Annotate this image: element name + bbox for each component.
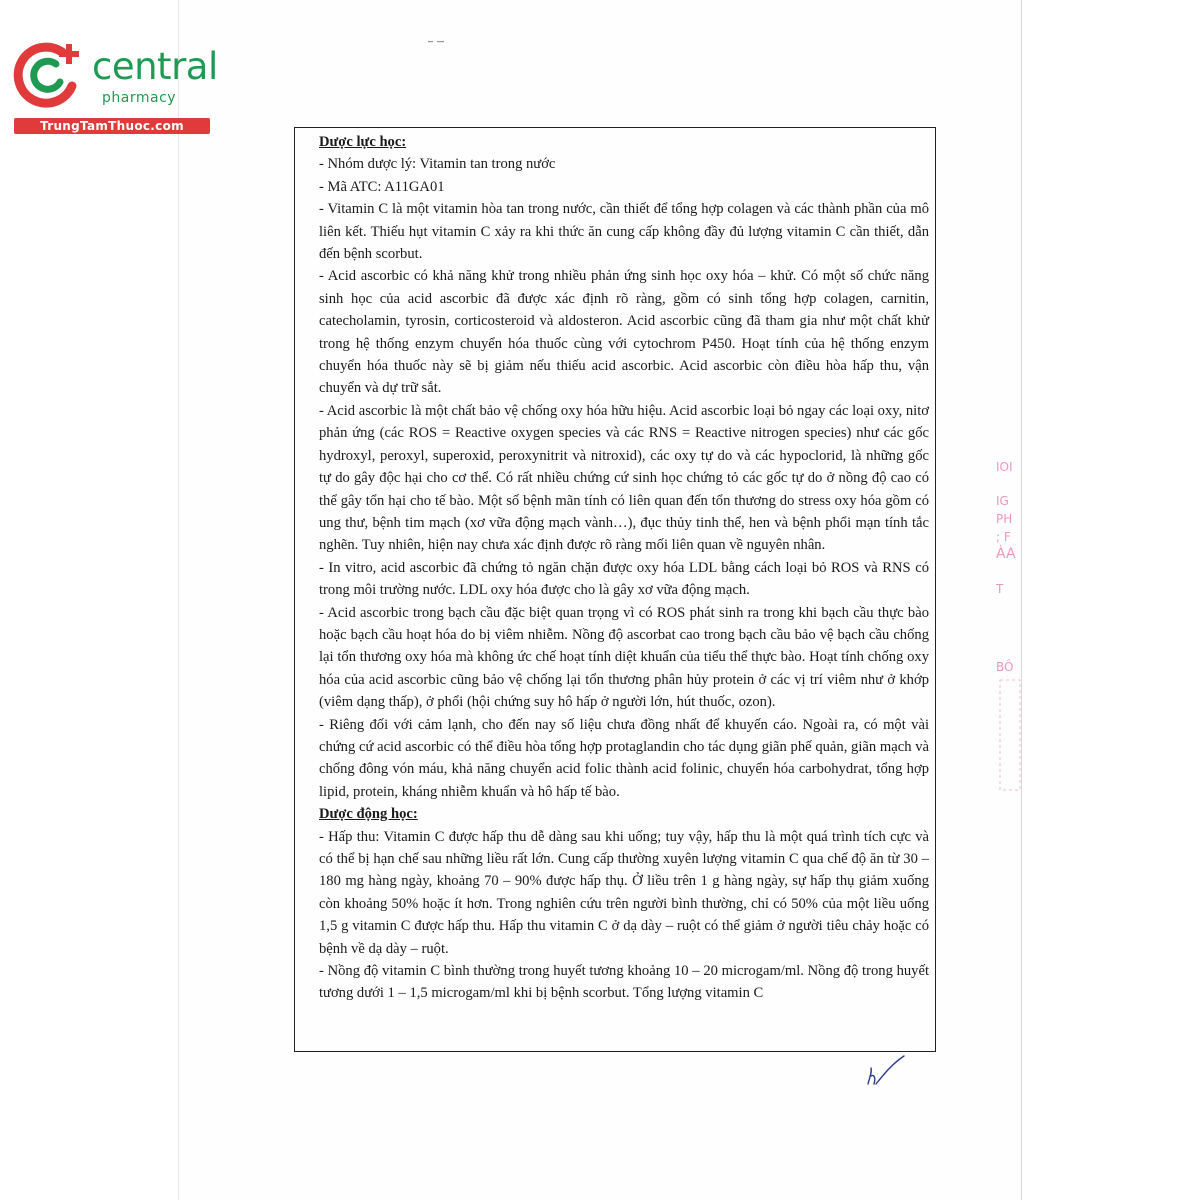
logo-brand-text: central <box>92 45 218 88</box>
logo-site-banner: TrungTamThuoc.com <box>14 118 210 134</box>
signature-mark <box>862 1054 906 1090</box>
stamp-fragment: BÔ <box>996 660 1014 674</box>
paragraph: - Hấp thu: Vitamin C được hấp thu dễ dàng sau khi uống; tuy vậy, hấp thu là một quá trình tích cực và có thể bị hạn chế sau những liều rất lớn. Cung cấp thường xuyên lượng vitamin C qua chế độ ăn từ 30 – 180 mg hàng ngày, khoảng 70 – 90% được hấp thụ. Ở liều trên 1 g hàng ngày, sự hấp thụ giảm xuống còn khoảng 50% hoặc ít hơn. Trong nghiên cứu trên người bình thường, chỉ có 50% của một liều uống 1,5 g vitamin C được hấp thu. Hấp thu vitamin C ở dạ dày – ruột có thể giảm ở người tiêu chảy hoặc có bệnh về dạ dày – ruột. <box>319 828 929 957</box>
scan-mark <box>428 40 446 43</box>
stamp-fragment: ; F <box>996 530 1011 544</box>
section-heading: Dược động học: <box>319 806 418 823</box>
paragraph: - In vitro, acid ascorbic đã chứng tỏ ngăn chặn được oxy hóa LDL bằng cách loại bỏ ROS và RNS có trong môi trường nước. LDL oxy hóa được cho là gây xơ vữa động mạch. <box>319 559 929 599</box>
stamp-fragment: ÀA <box>996 546 1016 562</box>
paragraph: - Riêng đối với cảm lạnh, cho đến nay số liệu chưa đồng nhất để khuyến cáo. Ngoài ra, có một vài chứng cứ acid ascorbic có thể điều hòa tổng hợp protaglandin cho tác dụng giãn phế quản, giãn mạch và chống đông vón máu, khả năng chuyển acid folic thành acid folinic, chuyển hóa carbohydrat, tổng hợp lipid, protein, kháng nhiễm khuẩn và hô hấp tế bào. <box>319 716 929 800</box>
section-heading: Dược lực học: <box>319 134 407 150</box>
stamp-fragment: IOI <box>996 460 1013 474</box>
paragraph: - Vitamin C là một vitamin hòa tan trong nước, cần thiết để tổng hợp colagen và các thành phần của mô liên kết. Thiếu hụt vitamin C xảy ra khi thức ăn cung cấp không đầy đủ lượng vitamin C cần thiết, dẫn đến bệnh scorbut. <box>319 201 929 263</box>
stamp-fragment: IG <box>996 494 1009 508</box>
paragraph: - Acid ascorbic trong bạch cầu đặc biệt quan trọng vì có ROS phát sinh ra trong khi bạch cầu thực bào hoặc bạch cầu hoạt hóa do bị viêm nhiễm. Nồng độ ascorbat cao trong bạch cầu bảo vệ bạch cầu chống lại tổn thương oxy hóa mà không ức chế hoạt tính diệt khuẩn của tiểu thể thực bào. Hoạt tính chống oxy hóa của acid ascorbic cũng bảo vệ chống lại tổn thương phân hủy protein ở các vị trí viêm như ở khớp (viêm dạng thấp), ở phổi (hội chứng suy hô hấp ở người lớn, hút thuốc, ozon). <box>319 604 929 711</box>
section-pharmacokinetics <box>319 803 929 1005</box>
paragraph: - Nồng độ vitamin C bình thường trong huyết tương khoảng 10 – 20 microgam/ml. Nồng độ trong huyết tương dưới 1 – 1,5 microgam/ml khi bị bệnh scorbut. Tổng lượng vitamin C <box>319 963 929 1002</box>
central-pharmacy-logo <box>10 34 218 134</box>
stamp-mark <box>998 660 1022 800</box>
paragraph: - Nhóm dược lý: Vitamin tan trong nước <box>319 156 556 173</box>
logo-mark-icon <box>10 38 90 110</box>
document-content-box <box>294 127 936 1052</box>
paragraph: - Mã ATC: A11GA01 <box>319 178 445 195</box>
paragraph: - Acid ascorbic là một chất bảo vệ chống oxy hóa hữu hiệu. Acid ascorbic loại bỏ ngay các loại oxy, nitơ phản ứng (các ROS = Reactive oxygen species và các RNS = Reactive nitrogen species) như các gốc hydroxyl, peroxyl, superoxid, peroxynitrit và nitroxid), các oxy tự do và các hypoclorid, là những gốc tự do gây độc hại cho cơ thể. Có rất nhiều chứng cứ sinh học chứng tỏ các gốc tự do ở nồng độ cao có thể gây tổn hại cho tế bào. Một số bệnh mãn tính có liên quan đến tổn thương do stress oxy hóa gồm có ung thư, bệnh tim mạch (xơ vữa động mạch vành…), đục thủy tinh thể, hen và bệnh phổi mạn tính tắc nghẽn. Tuy nhiên, hiện nay chưa xác định được rõ ràng mối liên quan về nguyên nhân. <box>319 402 930 554</box>
paragraph: - Acid ascorbic có khả năng khử trong nhiều phản ứng sinh học oxy hóa – khử. Có một số chức năng sinh học của acid ascorbic đã được xác định rõ ràng, gồm có sinh tổng hợp colagen, carnitin, catecholamin, tyrosin, corticosteroid và aldosteron. Acid ascorbic cũng đã tham gia như một chất khử trong hệ thống enzym chuyển hóa thuốc cùng với cytochrom P450. Hoạt tính của hệ thống enzym chuyển hóa thuốc này sẽ bị giảm nếu thiếu acid ascorbic. Acid ascorbic còn điều hòa hấp thu, vận chuyển và dự trữ sắt. <box>319 268 929 397</box>
stamp-fragment: PH <box>996 512 1013 526</box>
logo-sub-text: pharmacy <box>102 90 177 106</box>
stamp-fragment: T <box>996 582 1004 596</box>
section-pharmacodynamics <box>319 131 929 803</box>
